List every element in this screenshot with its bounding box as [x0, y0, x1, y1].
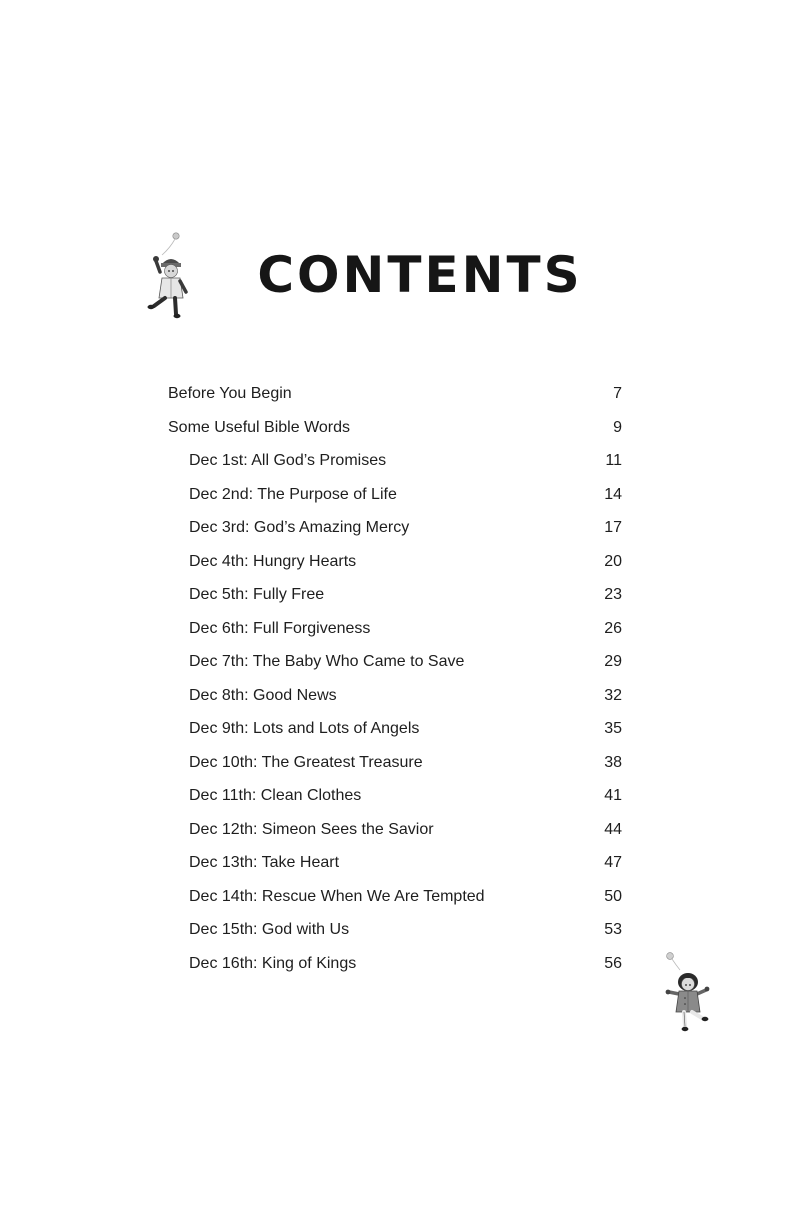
toc-entry-title: Dec 11th: Clean Clothes — [189, 787, 362, 804]
toc-entry-title: Dec 15th: God with Us — [189, 921, 350, 938]
toc-entry-title: Dec 4th: Hungry Hearts — [189, 552, 357, 570]
toc-entry — [168, 411, 622, 445]
toc-entry — [168, 846, 622, 880]
toc-entry-title: Dec 5th: Fully Free — [189, 586, 325, 603]
toc-entry-page-number: 7 — [613, 385, 622, 402]
toc-entry-title: Dec 6th: Full Forgiveness — [189, 619, 371, 637]
toc-entry-page-number: 56 — [604, 954, 622, 972]
toc-entry — [168, 913, 622, 947]
toc-entry — [168, 679, 622, 713]
toc-entry-title: Dec 10th: The Greatest Treasure — [189, 753, 423, 771]
toc-entry — [168, 478, 622, 512]
toc-entry-page-number: 29 — [604, 653, 622, 670]
toc-entry — [168, 545, 622, 579]
toc-entry-page-number: 9 — [613, 418, 622, 436]
girl-with-snowball-illustration — [658, 948, 716, 1036]
toc-entry — [168, 612, 622, 646]
toc-entry-title: Dec 13th: Take Heart — [189, 854, 340, 871]
toc-entry-title: Dec 12th: Simeon Sees the Savior — [189, 820, 434, 838]
toc-entry-title: Before You Begin — [168, 385, 292, 402]
toc-entry-page-number: 50 — [604, 887, 622, 905]
toc-entry-page-number: 23 — [604, 586, 622, 603]
toc-entry-page-number: 17 — [604, 519, 622, 536]
toc-entry-page-number: 20 — [604, 552, 622, 570]
toc-entry — [168, 444, 622, 478]
toc-entry — [168, 712, 622, 746]
toc-entry-title: Dec 8th: Good News — [189, 686, 337, 704]
toc-entry — [168, 779, 622, 813]
page-title: CONTENTS — [257, 246, 583, 304]
toc-entry-title: Dec 1st: All God’s Promises — [189, 452, 387, 469]
toc-entry-title: Dec 16th: King of Kings — [189, 954, 357, 972]
toc-entry — [168, 880, 622, 914]
toc-entry-page-number: 35 — [604, 720, 622, 737]
toc-entry — [168, 511, 622, 545]
toc-entry-title: Dec 7th: The Baby Who Came to Save — [189, 653, 465, 670]
toc-entry — [168, 813, 622, 847]
toc-entry-title: Dec 9th: Lots and Lots of Angels — [189, 720, 420, 737]
toc-entry — [168, 578, 622, 612]
table-of-contents — [168, 377, 622, 980]
toc-entry-page-number: 11 — [605, 452, 622, 469]
toc-entry-title: Dec 2nd: The Purpose of Life — [189, 485, 397, 503]
toc-entry — [168, 645, 622, 679]
toc-entry-page-number: 41 — [604, 787, 622, 804]
toc-entry-page-number: 53 — [604, 921, 622, 938]
toc-entry-page-number: 32 — [604, 686, 622, 704]
toc-entry-page-number: 26 — [604, 619, 622, 637]
toc-entry-page-number: 44 — [604, 820, 622, 838]
toc-entry-title: Dec 14th: Rescue When We Are Tempted — [189, 887, 485, 905]
toc-entry — [168, 377, 622, 411]
toc-entry-title: Dec 3rd: God’s Amazing Mercy — [189, 519, 410, 536]
toc-entry — [168, 947, 622, 981]
toc-entry-title: Some Useful Bible Words — [168, 418, 350, 436]
toc-entry-page-number: 47 — [604, 854, 622, 871]
toc-entry-page-number: 38 — [604, 753, 622, 771]
toc-entry-page-number: 14 — [604, 485, 622, 503]
toc-entry — [168, 746, 622, 780]
